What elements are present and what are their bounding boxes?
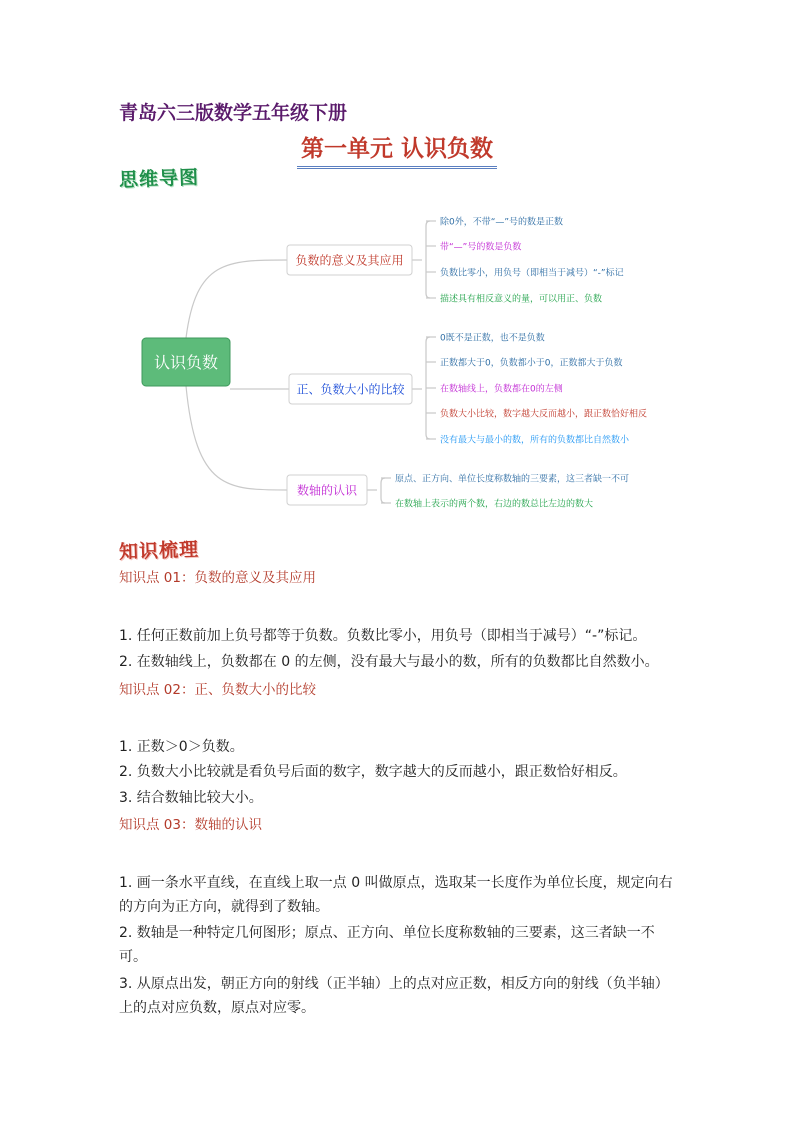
knowledge-point-heading: 知识点 03：数轴的认识: [119, 817, 262, 833]
knowledge-banner: 知识梳理: [118, 538, 200, 564]
mindmap-branch-label: 数轴的认识: [296, 483, 358, 498]
mindmap-connector: [186, 260, 287, 338]
knowledge-paragraph: 2. 数轴是一种特定几何图形；原点、正方向、单位长度称数轴的三要素，这三者缺一不可。: [119, 925, 655, 965]
mindmap-leaf: 在数轴上表示的两个数，右边的数总比左边的数大: [395, 499, 594, 510]
mindmap-root: [142, 338, 230, 386]
knowledge-paragraph: 1. 画一条水平直线，在直线上取一点 0 叫做原点，选取某一长度作为单位长度，规定向右的方向为正方向，就得到了数轴。: [119, 875, 673, 915]
mindmap-branch-label: 负数的意义及其应用: [295, 253, 404, 268]
knowledge-paragraph: 3. 从原点出发，朝正方向的射线（正半轴）上的点对应正数，相反方向的射线（负半轴）上的点对应负数，原点对应零。: [119, 976, 669, 1016]
unit-title: [0, 130, 794, 169]
mindmap-leaf: 正数都大于0，负数都小于0，正数都大于负数: [440, 358, 623, 369]
unit-title-text: 第一单元 认识负数: [297, 130, 497, 169]
knowledge-point-heading: 知识点 02：正、负数大小的比较: [119, 682, 316, 698]
mindmap-leaf: 0既不是正数，也不是负数: [440, 333, 545, 344]
mindmap-leaf: 描述具有相反意义的量，可以用正、负数: [440, 294, 603, 305]
mindmap-leaf: 在数轴线上，负数都在0的左侧: [440, 384, 563, 395]
mindmap-leaf: 原点、正方向、单位长度称数轴的三要素，这三者缺一不可: [395, 474, 630, 485]
knowledge-paragraph: 2. 负数大小比较就是看负号后面的数字，数字越大的反而越小，跟正数恰好相反。: [119, 764, 627, 780]
knowledge-point-heading: 知识点 01：负数的意义及其应用: [119, 570, 316, 586]
knowledge-paragraph: 3. 结合数轴比较大小。: [119, 790, 263, 806]
mindmap-leaf: 负数大小比较，数字越大反而越小，跟正数恰好相反: [440, 409, 648, 420]
mindmap-leaf: 负数比零小，用负号（即相当于减号）“-”标记: [440, 268, 624, 279]
mindmap: [0, 195, 794, 525]
knowledge-paragraph: 1. 正数＞0＞负数。: [119, 739, 244, 755]
mindmap-connector: [426, 221, 430, 298]
mindmap-connector: [381, 478, 385, 503]
mindmap-branches: [287, 216, 647, 510]
textbook-header: 青岛六三版数学五年级下册: [119, 102, 348, 124]
mindmap-banner: 思维导图: [118, 166, 200, 192]
mindmap-leaf: 没有最大与最小的数，所有的负数都比自然数小: [440, 435, 630, 446]
knowledge-paragraph: 1. 任何正数前加上负号都等于负数。负数比零小，用负号（即相当于减号）“-”标记。: [119, 628, 647, 644]
knowledge-paragraph: 2. 在数轴线上，负数都在 0 的左侧，没有最大与最小的数，所有的负数都比自然数小。: [119, 654, 659, 670]
mindmap-branch-label: 正、负数大小的比较: [296, 382, 405, 397]
mindmap-leaf: 除0外，不带“—”号的数是正数: [440, 217, 564, 228]
mindmap-connector: [186, 386, 287, 490]
mindmap-root-label: 认识负数: [153, 353, 219, 372]
mindmap-leaf: 带“—”号的数是负数: [440, 242, 522, 253]
